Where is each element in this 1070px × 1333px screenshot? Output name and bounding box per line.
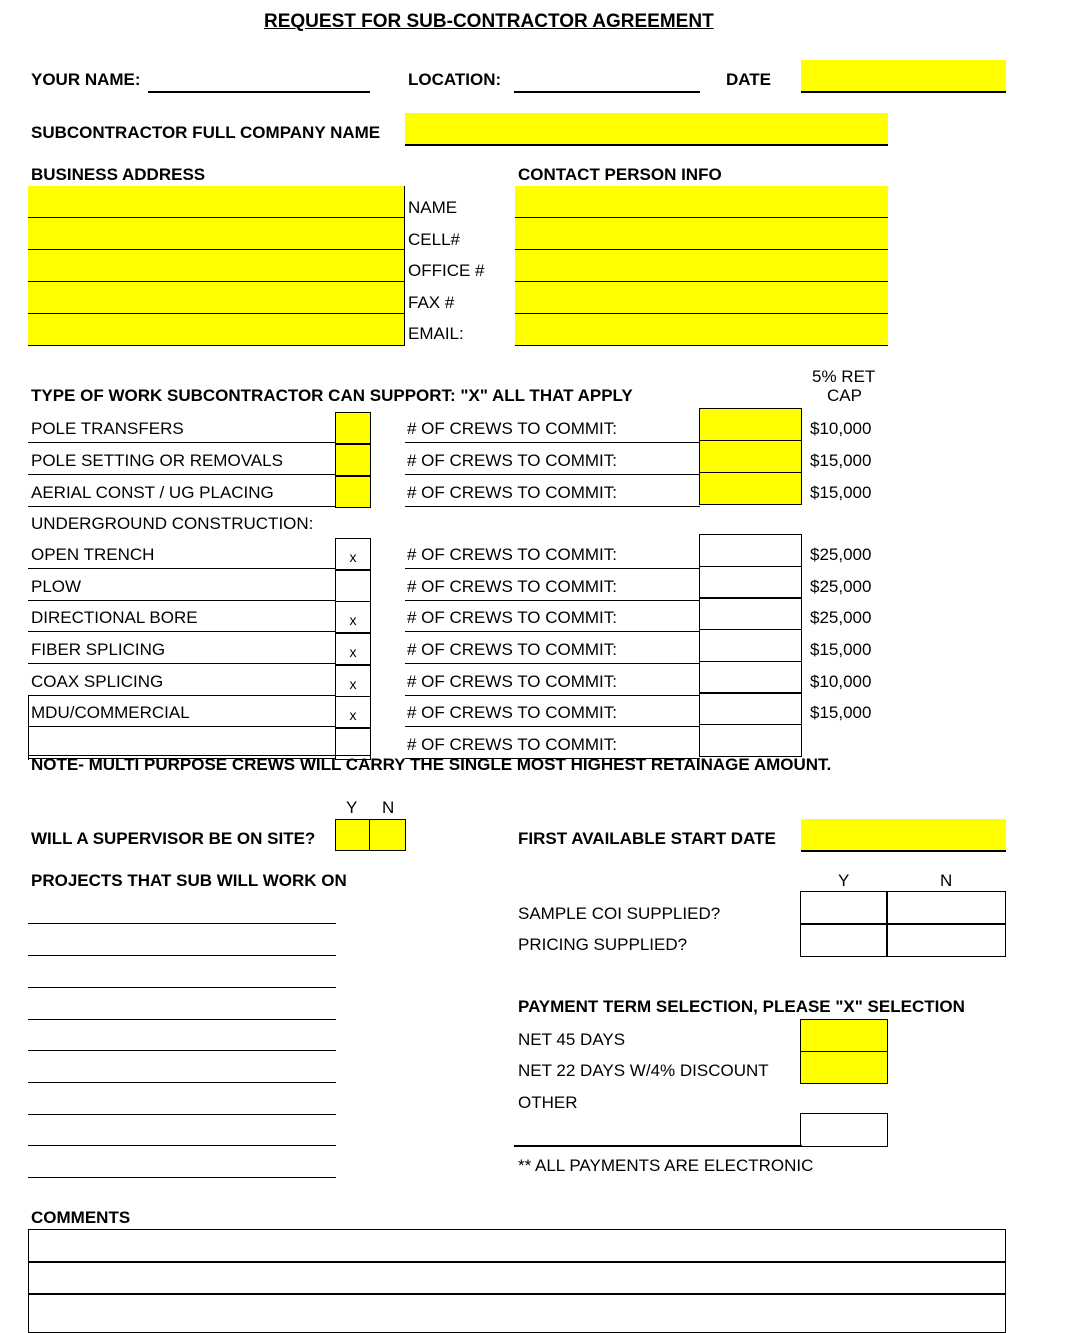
work-row-mark-box[interactable] [335, 444, 371, 476]
address-line-2[interactable] [28, 218, 404, 250]
contact-cell-field[interactable] [515, 218, 888, 250]
start-date-field[interactable] [801, 819, 1006, 852]
contact-office-field[interactable] [515, 250, 888, 282]
crews-count-box[interactable] [699, 408, 802, 441]
ret-cap-value: $15,000 [810, 451, 872, 470]
ret-cap-value: $15,000 [810, 703, 872, 722]
comments-label: COMMENTS [31, 1208, 131, 1227]
work-row-mark-box[interactable]: x [335, 601, 371, 633]
page-title: REQUEST FOR SUB-CONTRACTOR AGREEMENT [264, 11, 714, 32]
work-row-underline [28, 631, 335, 632]
crews-count-box[interactable] [699, 534, 802, 567]
work-row-underline [28, 663, 335, 664]
supervisor-no-box[interactable] [369, 819, 406, 851]
crews-underline [405, 631, 700, 632]
work-row-name: AERIAL CONST / UG PLACING [31, 483, 274, 502]
crews-underline [405, 474, 700, 475]
work-row-underline [28, 474, 335, 475]
coi-yes-box[interactable] [800, 891, 888, 925]
ret-cap-value: $25,000 [810, 545, 872, 564]
work-row-mark-box[interactable] [335, 476, 371, 508]
underground-heading: UNDERGROUND CONSTRUCTION: [31, 514, 314, 533]
work-row-mark-box[interactable] [335, 412, 371, 444]
address-line-5[interactable] [28, 314, 404, 346]
address-line-4[interactable] [28, 282, 404, 314]
project-line[interactable] [28, 923, 336, 924]
coi-no-box[interactable] [886, 891, 1006, 925]
electronic-note: ** ALL PAYMENTS ARE ELECTRONIC [518, 1156, 814, 1175]
project-line[interactable] [28, 1050, 336, 1051]
blank-row-border [28, 696, 29, 760]
work-row-name: PLOW [31, 577, 82, 596]
work-row-name: MDU/COMMERCIAL [31, 703, 190, 722]
work-row-underline [28, 726, 335, 727]
comment-line-1[interactable] [28, 1229, 1006, 1263]
coi-label: SAMPLE COI SUPPLIED? [518, 904, 721, 923]
work-row-underline [28, 442, 335, 443]
work-row-mark-box[interactable]: x [335, 665, 371, 697]
contact-cell-label: CELL# [408, 230, 460, 249]
location-field[interactable] [514, 91, 700, 93]
start-date-label: FIRST AVAILABLE START DATE [518, 829, 776, 848]
contact-fax-field[interactable] [515, 282, 888, 314]
work-row-underline [28, 506, 335, 507]
work-row-mark-box[interactable]: x [335, 696, 371, 728]
project-line[interactable] [28, 987, 336, 988]
net22-label: NET 22 DAYS W/4% DISCOUNT [518, 1061, 769, 1080]
comment-line-3[interactable] [28, 1293, 1006, 1333]
supervisor-n-header: N [382, 798, 395, 817]
crews-label: # OF CREWS TO COMMIT: [407, 419, 617, 438]
work-row-underline [28, 695, 335, 696]
ret-cap-label-2: CAP [827, 386, 862, 405]
ret-cap-value: $25,000 [810, 608, 872, 627]
net45-label: NET 45 DAYS [518, 1030, 626, 1049]
project-line[interactable] [28, 1114, 336, 1115]
crews-count-box[interactable] [699, 692, 802, 725]
date-label: DATE [726, 70, 772, 89]
crews-label: # OF CREWS TO COMMIT: [407, 608, 617, 627]
contact-email-field[interactable] [515, 314, 888, 346]
work-row-mark-box[interactable] [335, 570, 371, 602]
net22-box[interactable] [800, 1051, 888, 1084]
crews-underline [405, 600, 700, 601]
crews-label: # OF CREWS TO COMMIT: [407, 451, 617, 470]
contact-office-label: OFFICE # [408, 261, 485, 280]
ret-cap-value: $15,000 [810, 483, 872, 502]
crews-label: # OF CREWS TO COMMIT: [407, 735, 617, 754]
crews-count-box[interactable] [699, 440, 802, 473]
address-line-3[interactable] [28, 250, 404, 282]
crews-count-box[interactable] [699, 597, 802, 630]
work-row-name: POLE SETTING OR REMOVALS [31, 451, 283, 470]
work-row-name: OPEN TRENCH [31, 545, 155, 564]
crews-underline [405, 726, 700, 727]
project-line[interactable] [28, 1145, 336, 1146]
location-label: LOCATION: [408, 70, 502, 89]
address-line-1[interactable] [28, 186, 404, 218]
ret-cap-value: $25,000 [810, 577, 872, 596]
pricing-label: PRICING SUPPLIED? [518, 935, 688, 954]
work-row-mark-box[interactable]: x [335, 538, 371, 570]
crews-label: # OF CREWS TO COMMIT: [407, 483, 617, 502]
contact-name-label: NAME [408, 198, 458, 217]
crews-count-box[interactable] [699, 472, 802, 505]
crews-count-box[interactable] [699, 566, 802, 599]
your-name-field[interactable] [148, 91, 370, 93]
retainage-note: NOTE- MULTI PURPOSE CREWS WILL CARRY THE SINGLE MOST HIGHEST RETAINAGE AMOUNT. [31, 755, 832, 774]
ret-cap-value: $10,000 [810, 419, 872, 438]
work-row-name: COAX SPLICING [31, 672, 164, 691]
crews-label: # OF CREWS TO COMMIT: [407, 545, 617, 564]
contact-fax-label: FAX # [408, 293, 455, 312]
your-name-label: YOUR NAME: [31, 70, 141, 89]
crews-underline [405, 442, 700, 443]
work-row-name: DIRECTIONAL BORE [31, 608, 198, 627]
crews-label: # OF CREWS TO COMMIT: [407, 703, 617, 722]
work-row-name: FIBER SPLICING [31, 640, 166, 659]
work-heading: TYPE OF WORK SUBCONTRACTOR CAN SUPPORT: "X" ALL THAT APPLY [31, 386, 633, 405]
other-field[interactable] [514, 1145, 802, 1147]
crews-label: # OF CREWS TO COMMIT: [407, 577, 617, 596]
work-row-underline [28, 600, 335, 601]
project-line[interactable] [28, 955, 336, 956]
projects-label: PROJECTS THAT SUB WILL WORK ON [31, 871, 347, 890]
supplied-n-header: N [940, 871, 953, 890]
work-row-mark-box[interactable]: x [335, 633, 371, 665]
contact-name-field[interactable] [515, 186, 888, 218]
crews-count-box[interactable] [699, 629, 802, 662]
other-label: OTHER [518, 1093, 578, 1112]
crews-underline [405, 663, 700, 664]
net45-box[interactable] [800, 1019, 888, 1053]
pricing-yes-box[interactable] [800, 923, 888, 957]
contact-heading: CONTACT PERSON INFO [518, 165, 722, 184]
sub-company-field[interactable] [405, 113, 888, 146]
supervisor-label: WILL A SUPERVISOR BE ON SITE? [31, 829, 316, 848]
crews-underline [405, 695, 700, 696]
crews-underline [405, 506, 700, 507]
crews-count-box[interactable] [699, 661, 802, 694]
address-divider [404, 186, 405, 346]
contact-email-label: EMAIL: [408, 324, 464, 343]
sub-company-label: SUBCONTRACTOR FULL COMPANY NAME [31, 123, 381, 142]
crews-count-box[interactable] [699, 724, 802, 757]
supplied-y-header: Y [838, 871, 850, 890]
ret-cap-value: $10,000 [810, 672, 872, 691]
payment-heading: PAYMENT TERM SELECTION, PLEASE "X" SELECTION [518, 997, 965, 1016]
work-row-name: POLE TRANSFERS [31, 419, 184, 438]
project-line[interactable] [28, 1082, 336, 1083]
business-address-label: BUSINESS ADDRESS [31, 165, 206, 184]
pricing-no-box[interactable] [886, 923, 1006, 957]
crews-underline [405, 568, 700, 569]
project-line[interactable] [28, 1019, 336, 1020]
project-line[interactable] [28, 1177, 336, 1178]
other-box[interactable] [800, 1113, 888, 1147]
ret-cap-value: $15,000 [810, 640, 872, 659]
ret-cap-label-1: 5% RET [812, 367, 876, 386]
comment-line-2[interactable] [28, 1261, 1006, 1295]
supervisor-yes-box[interactable] [335, 819, 371, 851]
crews-label: # OF CREWS TO COMMIT: [407, 672, 617, 691]
supervisor-y-header: Y [346, 798, 358, 817]
work-row-underline [28, 568, 335, 569]
crews-label: # OF CREWS TO COMMIT: [407, 640, 617, 659]
date-field[interactable] [801, 60, 1006, 93]
